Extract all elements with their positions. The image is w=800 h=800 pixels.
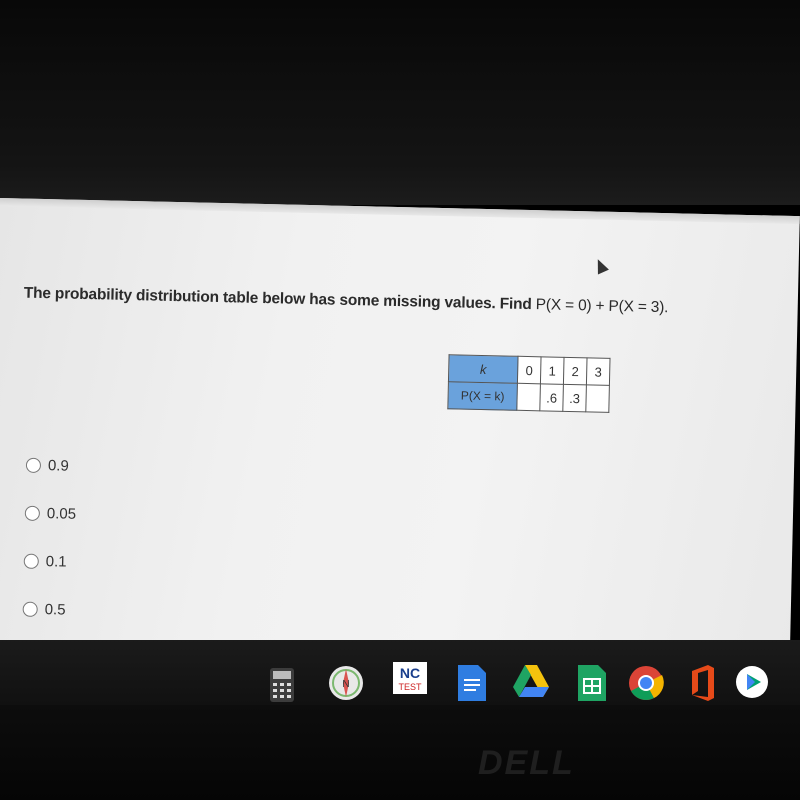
radio-icon[interactable] [26, 457, 41, 472]
monitor-top-bezel [0, 0, 800, 205]
table-row-p [448, 382, 610, 413]
option-label: 0.9 [47, 456, 69, 475]
answer-options [22, 441, 78, 634]
option-label: 0.5 [44, 600, 66, 619]
table-cell-k0: 0 [517, 356, 541, 384]
probability-table [447, 354, 610, 413]
table-cell-p3 [586, 385, 610, 413]
radio-icon[interactable] [25, 505, 40, 520]
table-cell-p2: .3 [563, 384, 587, 412]
google-sheets-icon[interactable] [578, 665, 606, 706]
mouse-cursor-icon [592, 257, 609, 275]
option-label: 0.05 [46, 504, 77, 523]
compass-app-icon[interactable] [328, 665, 364, 706]
nc-test-app-icon[interactable] [393, 662, 427, 699]
option-0.05[interactable] [24, 489, 76, 538]
option-0.9[interactable] [25, 441, 77, 490]
option-0.5[interactable] [22, 585, 74, 634]
chromeos-shelf [0, 640, 800, 710]
office-icon[interactable] [688, 665, 718, 706]
test-label: TEST [398, 682, 422, 692]
option-0.1[interactable] [23, 537, 75, 586]
compass-label: N [342, 679, 350, 690]
table-cell-p1: .6 [540, 384, 564, 412]
table-row-k [448, 355, 610, 386]
radio-icon[interactable] [24, 553, 39, 568]
table-cell-k1: 1 [540, 357, 564, 385]
calculator-app-icon[interactable] [267, 668, 297, 707]
play-store-icon[interactable] [735, 665, 769, 704]
monitor-bottom-bezel [0, 705, 800, 800]
table-cell-k2: 2 [563, 357, 587, 385]
table-header-k: k [448, 355, 518, 384]
chrome-icon[interactable] [628, 665, 664, 706]
option-label: 0.1 [45, 552, 67, 571]
question-text [24, 285, 784, 320]
question-prefix: The probability distribution table below has some missing values. Find [23, 284, 536, 314]
table-cell-p0 [517, 383, 541, 411]
quiz-screen [0, 198, 800, 678]
google-docs-icon[interactable] [458, 665, 486, 706]
table-header-p: P(X = k) [448, 382, 518, 411]
google-drive-icon[interactable] [513, 665, 549, 704]
nc-label: NC [399, 665, 421, 681]
dell-logo: DELL [478, 744, 575, 782]
table-cell-k3: 3 [586, 358, 610, 386]
radio-icon[interactable] [23, 601, 38, 616]
question-formula: P(X = 0) + P(X = 3). [535, 296, 669, 317]
